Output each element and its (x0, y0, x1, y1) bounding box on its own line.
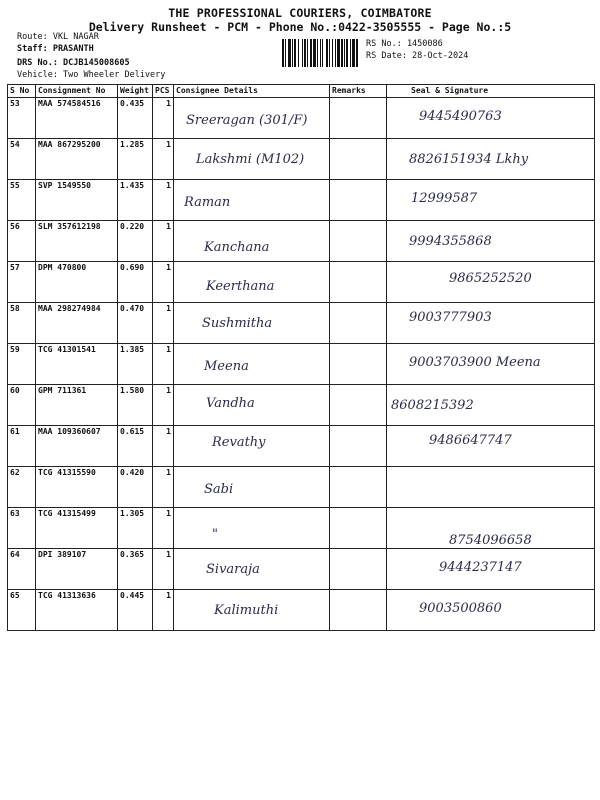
handwritten-signature: 9444237147 (439, 560, 522, 575)
rs-number: RS No.: 1450086 (366, 39, 443, 49)
row-weight: 0.690 (118, 262, 153, 303)
row-signature (387, 98, 595, 139)
row-weight: 0.470 (118, 303, 153, 344)
row-sno: 63 (8, 508, 36, 549)
row-consignee (174, 508, 330, 549)
barcode-bar (335, 39, 336, 67)
barcode-bar (329, 39, 330, 67)
handwritten-consignee: Sabi (204, 482, 234, 497)
row-weight: 0.220 (118, 221, 153, 262)
row-sno: 65 (8, 590, 36, 631)
handwritten-consignee: Raman (184, 195, 231, 210)
col-header-consignment: Consignment No (36, 85, 118, 98)
handwritten-signature: 8754096658 (449, 533, 532, 548)
row-weight: 1.580 (118, 385, 153, 426)
handwritten-signature: 9865252520 (449, 271, 532, 286)
row-sno: 57 (8, 262, 36, 303)
row-consignment-no: TCG 41315499 (36, 508, 118, 549)
row-remarks (330, 549, 387, 590)
barcode-bar (322, 39, 323, 67)
row-consignment-no: SVP 1549550 (36, 180, 118, 221)
barcode (282, 39, 360, 67)
row-consignment-no: DPM 470800 (36, 262, 118, 303)
row-sno: 55 (8, 180, 36, 221)
barcode-bar (282, 39, 284, 67)
row-remarks (330, 508, 387, 549)
handwritten-signature: 9994355868 (409, 234, 492, 249)
row-sno: 56 (8, 221, 36, 262)
row-pcs: 1 (153, 590, 174, 631)
row-signature (387, 467, 595, 508)
barcode-bar (302, 39, 303, 67)
row-remarks (330, 303, 387, 344)
row-consignee (174, 467, 330, 508)
row-consignee (174, 98, 330, 139)
row-signature (387, 221, 595, 262)
row-consignee (174, 139, 330, 180)
row-remarks (330, 98, 387, 139)
row-pcs: 1 (153, 508, 174, 549)
row-pcs: 1 (153, 180, 174, 221)
row-consignment-no: TCG 41315590 (36, 467, 118, 508)
row-pcs: 1 (153, 344, 174, 385)
handwritten-signature: 9003703900 Meena (409, 355, 541, 370)
row-weight: 1.305 (118, 508, 153, 549)
col-header-sno: S No (8, 85, 36, 98)
row-remarks (330, 139, 387, 180)
col-header-remarks: Remarks (330, 85, 387, 98)
row-consignee (174, 344, 330, 385)
handwritten-signature: 8826151934 Lkhy (409, 152, 529, 167)
table-header-row (8, 85, 595, 98)
rs-date: RS Date: 28-Oct-2024 (366, 51, 469, 61)
row-sno: 62 (8, 467, 36, 508)
row-sno: 58 (8, 303, 36, 344)
table-row (8, 98, 595, 139)
barcode-bar (310, 39, 312, 67)
row-weight: 0.365 (118, 549, 153, 590)
vehicle-label: Vehicle: Two Wheeler Delivery (17, 70, 166, 80)
row-consignment-no: TCG 41301541 (36, 344, 118, 385)
row-remarks (330, 467, 387, 508)
handwritten-consignee: Vandha (206, 396, 255, 411)
handwritten-consignee: Kalimuthi (214, 603, 279, 618)
table-row (8, 426, 595, 467)
row-weight: 1.385 (118, 344, 153, 385)
row-consignee (174, 303, 330, 344)
barcode-bar (288, 39, 291, 67)
handwritten-consignee: Meena (204, 359, 249, 374)
row-consignment-no: MAA 109360607 (36, 426, 118, 467)
barcode-bar (307, 39, 308, 67)
col-header-signature: Seal & Signature (387, 85, 595, 98)
row-consignment-no: MAA 574584516 (36, 98, 118, 139)
barcode-bar (341, 39, 343, 67)
barcode-bar (344, 39, 345, 67)
handwritten-signature: 9003500860 (419, 601, 502, 616)
row-consignee (174, 385, 330, 426)
table-row (8, 180, 595, 221)
row-weight: 0.420 (118, 467, 153, 508)
row-remarks (330, 590, 387, 631)
barcode-bar (332, 39, 333, 67)
row-pcs: 1 (153, 467, 174, 508)
row-remarks (330, 344, 387, 385)
row-sno: 64 (8, 549, 36, 590)
row-consignment-no: GPM 711361 (36, 385, 118, 426)
row-weight: 1.435 (118, 180, 153, 221)
runsheet-table (7, 84, 595, 631)
table-row (8, 221, 595, 262)
table-row (8, 590, 595, 631)
row-pcs: 1 (153, 98, 174, 139)
row-weight: 0.445 (118, 590, 153, 631)
barcode-bar (356, 39, 358, 67)
row-weight: 0.615 (118, 426, 153, 467)
row-signature (387, 344, 595, 385)
row-consignment-no: MAA 867295200 (36, 139, 118, 180)
handwritten-consignee: Kanchana (204, 240, 270, 255)
row-signature (387, 549, 595, 590)
barcode-bar (304, 39, 306, 67)
barcode-bar (298, 39, 299, 67)
row-weight: 1.285 (118, 139, 153, 180)
row-signature (387, 303, 595, 344)
table-row (8, 385, 595, 426)
row-pcs: 1 (153, 549, 174, 590)
row-pcs: 1 (153, 385, 174, 426)
row-consignee (174, 549, 330, 590)
row-consignment-no: MAA 298274984 (36, 303, 118, 344)
table-row (8, 139, 595, 180)
row-consignment-no: TCG 41313636 (36, 590, 118, 631)
row-pcs: 1 (153, 221, 174, 262)
row-sno: 54 (8, 139, 36, 180)
row-signature (387, 426, 595, 467)
row-consignee (174, 426, 330, 467)
handwritten-consignee: Sivaraja (206, 562, 260, 577)
row-pcs: 1 (153, 303, 174, 344)
handwritten-consignee: Keerthana (206, 279, 275, 294)
row-signature (387, 385, 595, 426)
row-sno: 60 (8, 385, 36, 426)
handwritten-signature: 9486647747 (429, 433, 512, 448)
barcode-bar (313, 39, 316, 67)
row-remarks (330, 385, 387, 426)
row-sno: 59 (8, 344, 36, 385)
col-header-weight: Weight (118, 85, 153, 98)
handwritten-consignee: Lakshmi (M102) (196, 152, 305, 167)
row-consignee (174, 262, 330, 303)
table-row (8, 303, 595, 344)
row-consignee (174, 180, 330, 221)
route-label: Route: VKL NAGAR (17, 32, 99, 42)
table-row (8, 508, 595, 549)
row-remarks (330, 180, 387, 221)
row-consignment-no: DPI 389107 (36, 549, 118, 590)
row-pcs: 1 (153, 139, 174, 180)
row-remarks (330, 426, 387, 467)
barcode-bar (326, 39, 328, 67)
row-pcs: 1 (153, 262, 174, 303)
barcode-bar (292, 39, 293, 67)
table-row (8, 467, 595, 508)
row-remarks (330, 221, 387, 262)
row-signature (387, 590, 595, 631)
barcode-bar (346, 39, 348, 67)
row-signature (387, 262, 595, 303)
row-sno: 61 (8, 426, 36, 467)
barcode-bar (317, 39, 318, 67)
row-signature (387, 180, 595, 221)
row-pcs: 1 (153, 426, 174, 467)
handwritten-consignee: Revathy (212, 435, 266, 450)
handwritten-signature: 9445490763 (419, 109, 502, 124)
barcode-bar (350, 39, 351, 67)
row-consignee (174, 221, 330, 262)
barcode-bar (294, 39, 296, 67)
handwritten-signature: 12999587 (411, 191, 478, 206)
table-row (8, 549, 595, 590)
row-weight: 0.435 (118, 98, 153, 139)
col-header-consignee: Consignee Details (174, 85, 330, 98)
handwritten-signature: 8608215392 (391, 398, 474, 413)
drs-number: DRS No.: DCJB145008605 (17, 58, 130, 68)
handwritten-signature: 9003777903 (409, 310, 492, 325)
col-header-pcs: PCS (153, 85, 174, 98)
barcode-bar (337, 39, 340, 67)
barcode-bar (320, 39, 321, 67)
row-remarks (330, 262, 387, 303)
barcode-bar (352, 39, 355, 67)
handwritten-consignee: " (212, 527, 218, 542)
row-consignment-no: SLM 357612198 (36, 221, 118, 262)
table-row (8, 262, 595, 303)
staff-label: Staff: PRASANTH (17, 44, 94, 54)
barcode-bar (285, 39, 286, 67)
row-signature (387, 139, 595, 180)
row-signature (387, 508, 595, 549)
runsheet-title: Delivery Runsheet - PCM - Phone No.:0422-3505555 - Page No.:5 (88, 20, 512, 34)
handwritten-consignee: Sreeragan (301/F) (186, 113, 308, 128)
row-consignee (174, 590, 330, 631)
company-name: THE PROFESSIONAL COURIERS, COIMBATORE (168, 6, 432, 20)
row-sno: 53 (8, 98, 36, 139)
handwritten-consignee: Sushmitha (202, 316, 273, 331)
table-row (8, 344, 595, 385)
